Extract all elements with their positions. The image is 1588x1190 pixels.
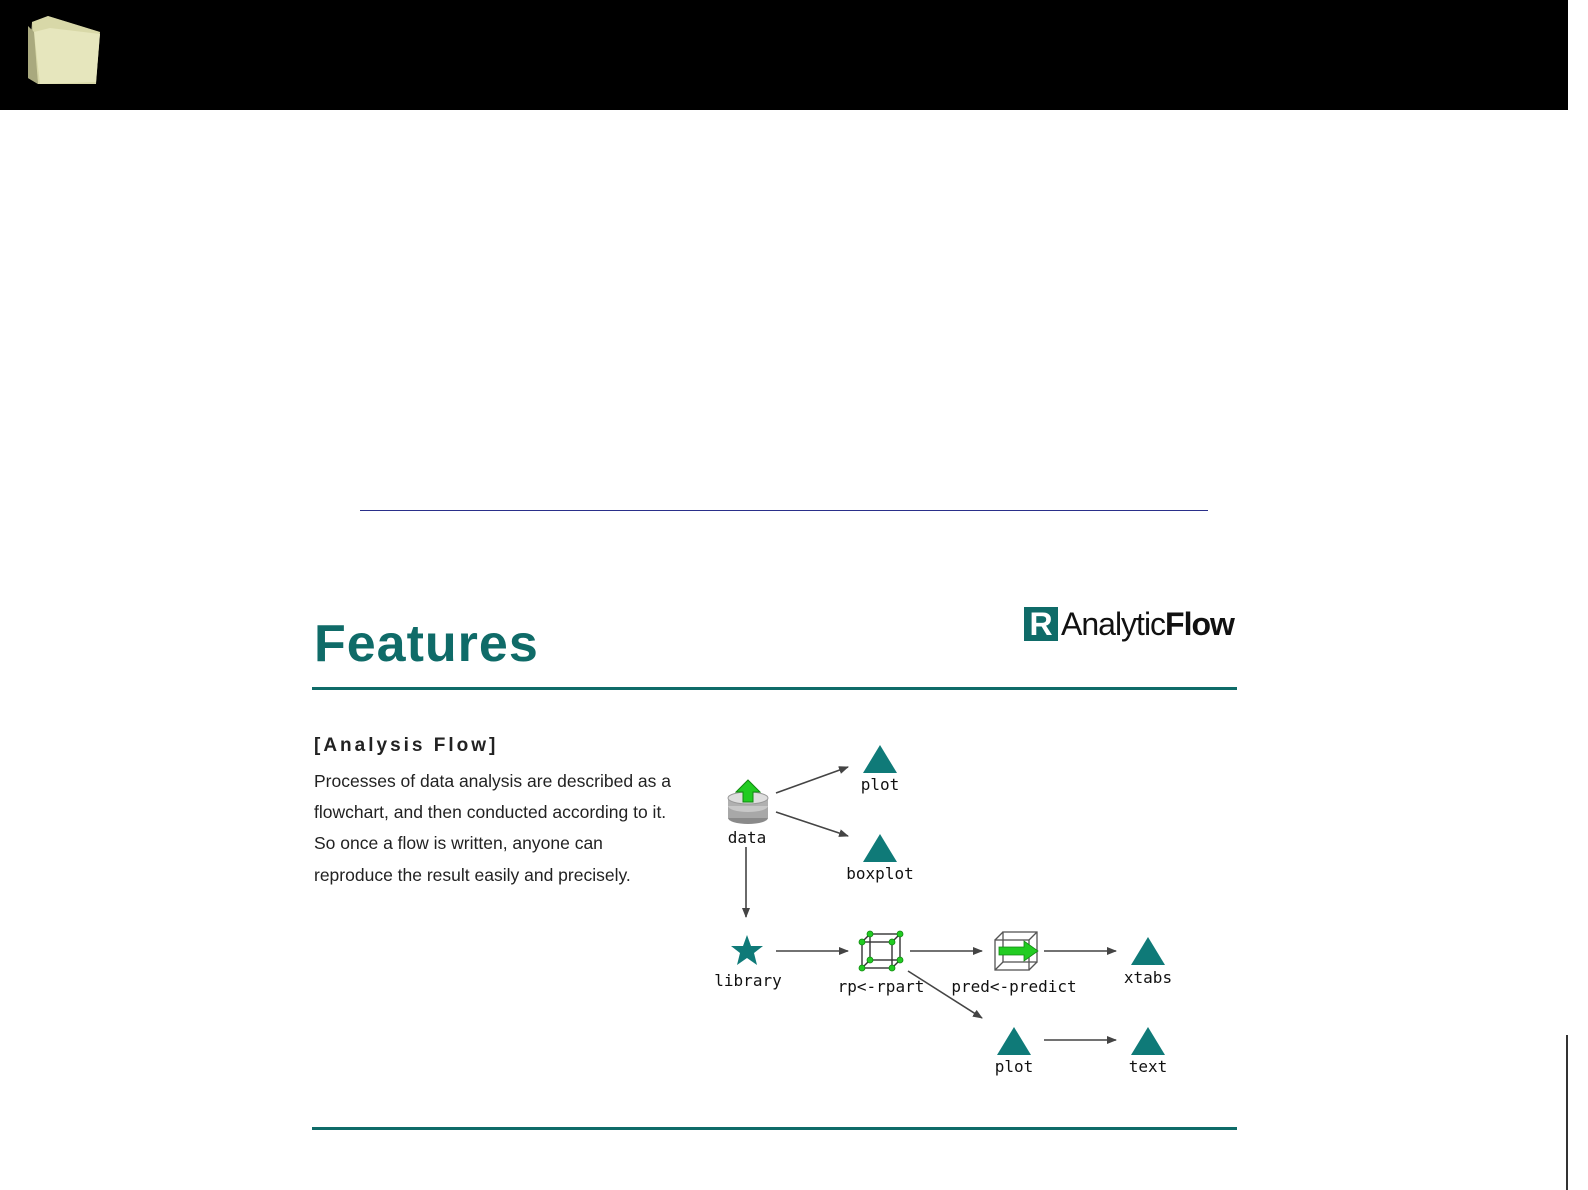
triangle-icon bbox=[863, 834, 897, 862]
section-heading: [Analysis Flow] bbox=[314, 735, 499, 756]
edge-data-boxplot bbox=[776, 812, 848, 836]
top-bar bbox=[0, 0, 1568, 110]
node-data bbox=[728, 780, 768, 847]
section-body: Processes of data analysis are described as a flowchart, and then conducted according to it. So once a flow is written, anyone can reproduce the result easily and precisely. bbox=[314, 771, 671, 885]
edge-data-plot bbox=[776, 767, 848, 793]
scroll-edge-line bbox=[1566, 1035, 1568, 1190]
node-label: plot bbox=[860, 775, 900, 794]
node-rpart bbox=[838, 931, 925, 996]
node-label: data bbox=[727, 828, 767, 847]
node-label: plot bbox=[994, 1057, 1034, 1076]
right-margin bbox=[1568, 0, 1588, 1190]
node-predict bbox=[951, 932, 1076, 996]
star-icon bbox=[731, 935, 763, 965]
node-library bbox=[714, 935, 782, 990]
slide-title: Features bbox=[314, 615, 539, 673]
horizontal-rule bbox=[360, 510, 1208, 511]
model-cube-icon bbox=[859, 931, 903, 971]
node-label: xtabs bbox=[1123, 968, 1173, 987]
node-label: rp<-rpart bbox=[837, 977, 925, 996]
cube-logo-icon bbox=[24, 12, 104, 88]
analysis-flow-diagram bbox=[300, 590, 1260, 1150]
node-text bbox=[1129, 1027, 1168, 1076]
node-plot bbox=[861, 745, 900, 794]
triangle-icon bbox=[1131, 937, 1165, 965]
node-xtabs bbox=[1124, 937, 1172, 987]
database-upload-icon bbox=[728, 780, 768, 824]
triangle-icon bbox=[1131, 1027, 1165, 1055]
features-slide bbox=[300, 590, 1260, 1150]
node-label: pred<-predict bbox=[951, 977, 1077, 996]
node-label: library bbox=[714, 971, 782, 990]
logo-text-bold: Flow bbox=[1165, 606, 1234, 642]
node-boxplot bbox=[846, 834, 913, 883]
node-label: text bbox=[1128, 1057, 1168, 1076]
node-plot bbox=[995, 1027, 1034, 1076]
logo-mark: R bbox=[1024, 607, 1058, 641]
triangle-icon bbox=[997, 1027, 1031, 1055]
predict-cube-icon bbox=[995, 932, 1038, 970]
logo-text-regular: Analytic bbox=[1061, 606, 1166, 642]
triangle-icon bbox=[863, 745, 897, 773]
bottom-divider bbox=[312, 1127, 1237, 1130]
node-label: boxplot bbox=[846, 864, 914, 883]
